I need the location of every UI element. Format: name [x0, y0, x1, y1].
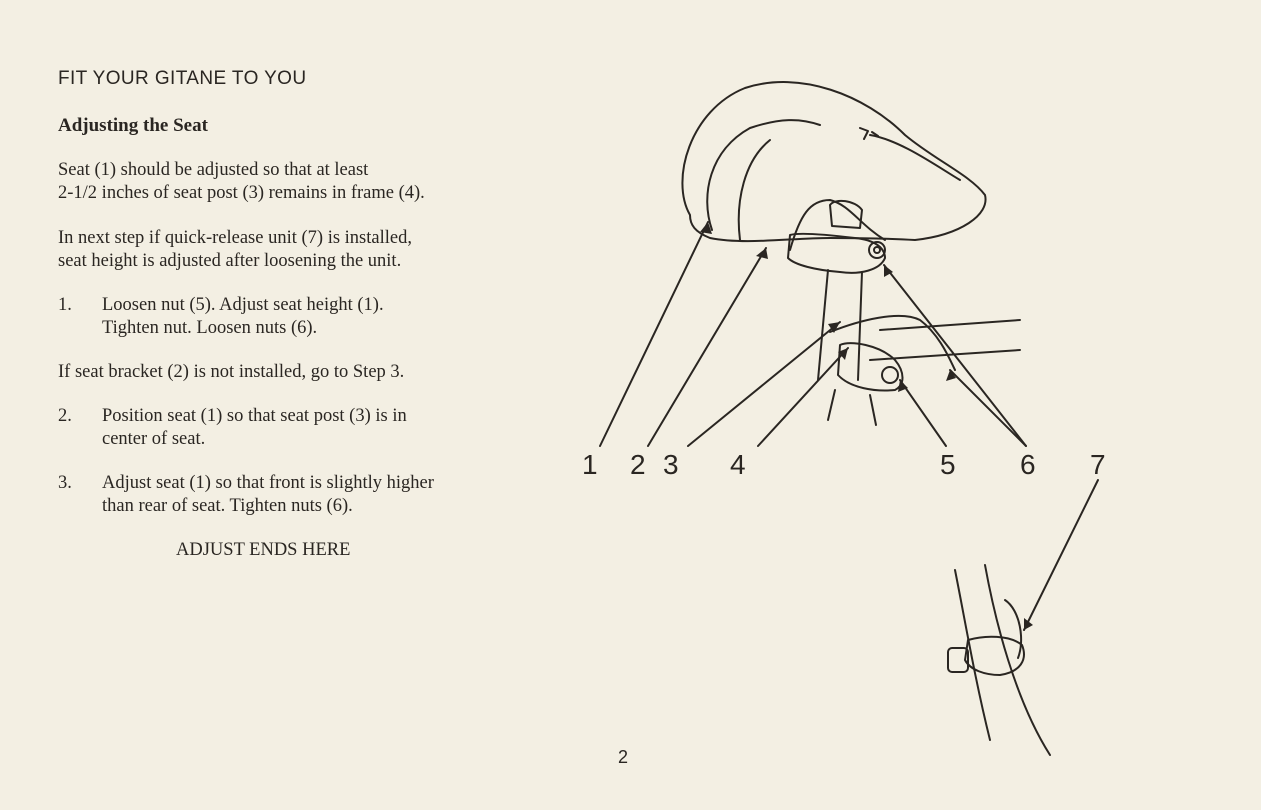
- step-2-line-2: center of seat.: [102, 429, 206, 449]
- callout-2: 2: [630, 449, 646, 480]
- arrowheads: [700, 222, 1033, 630]
- quick-release-line-2: seat height is adjusted after loosening the unit.: [58, 251, 402, 271]
- callout-4: 4: [730, 449, 746, 480]
- step-1-line-1: Loosen nut (5). Adjust seat height (1).: [102, 295, 384, 315]
- step-2-line-1: Position seat (1) so that seat post (3) is in: [102, 406, 407, 426]
- seat-stay: [828, 390, 876, 425]
- adjust-end-note: ADJUST ENDS HERE: [176, 540, 351, 560]
- step-3-number: 3.: [58, 473, 72, 493]
- callout-6: 6: [1020, 449, 1036, 480]
- intro-line-2: 2-1/2 inches of seat post (3) remains in frame (4).: [58, 183, 425, 203]
- page-number: 2: [618, 747, 629, 767]
- saddle-shape: [682, 82, 985, 241]
- arrowhead-2: [756, 248, 768, 259]
- page-title: FIT YOUR GITANE TO YOU: [58, 68, 307, 89]
- saddle-marking: [860, 128, 878, 139]
- quick-release-lever: [1005, 600, 1021, 658]
- leader-line-5: [900, 380, 946, 446]
- leader-line-6a: [884, 265, 1026, 446]
- step-3-line-1: Adjust seat (1) so that front is slightly higher: [102, 473, 434, 493]
- callout-1: 1: [582, 449, 598, 480]
- top-tube: [870, 320, 1020, 360]
- step-3-line-2: than rear of seat. Tighten nuts (6).: [102, 496, 353, 516]
- step-1-line-2: Tighten nut. Loosen nuts (6).: [102, 318, 318, 338]
- callout-7: 7: [1090, 449, 1106, 480]
- clamp-bolt: [830, 201, 862, 228]
- binder-nut: [882, 367, 898, 383]
- intro-line-1: Seat (1) should be adjusted so that at least: [58, 160, 369, 180]
- step-2-number: 2.: [58, 406, 72, 426]
- saddle-rail-outer: [707, 120, 820, 230]
- seat-post: [818, 270, 862, 380]
- step-1-number: 1.: [58, 295, 72, 315]
- bracket-note-text: If seat bracket (2) is not installed, go to Step 3.: [58, 362, 405, 382]
- callout-3: 3: [663, 449, 679, 480]
- callout-5: 5: [940, 449, 956, 480]
- leader-line-1: [600, 222, 708, 446]
- quick-release-line-1: In next step if quick-release unit (7) is installed,: [58, 228, 412, 248]
- section-title: Adjusting the Seat: [58, 115, 208, 136]
- leader-line-2: [648, 248, 766, 446]
- quick-release-tube-left: [955, 570, 990, 740]
- saddle-rail-inner: [739, 140, 770, 240]
- quick-release-tube-right: [985, 565, 1050, 755]
- leader-line-6b: [950, 370, 1026, 446]
- quick-release-band: [965, 637, 1024, 675]
- leader-line-4: [758, 348, 848, 446]
- leader-line-7: [1024, 480, 1098, 630]
